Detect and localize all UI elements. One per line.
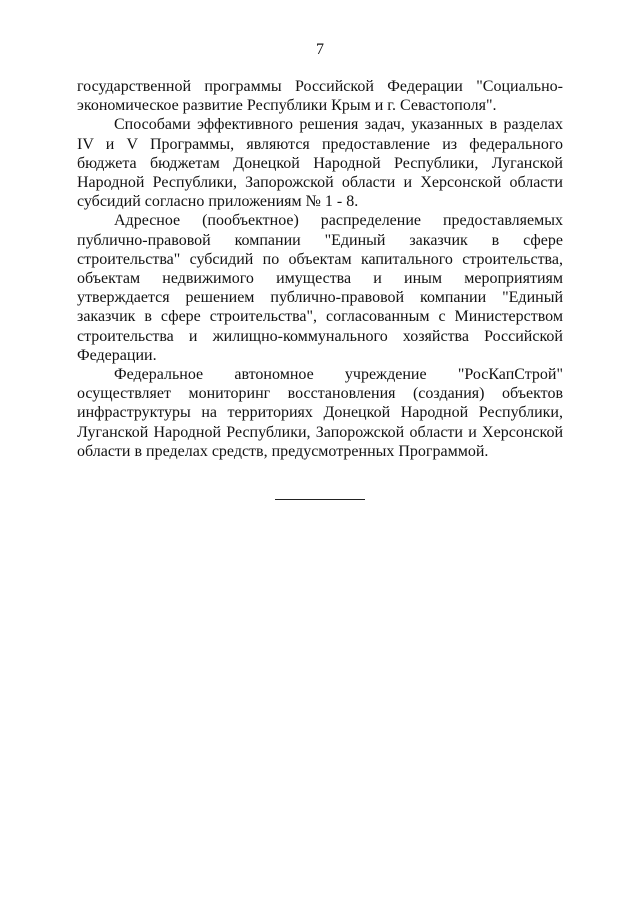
page-number: 7: [316, 41, 324, 58]
paragraph-address-distribution: Адресное (пообъектное) распределение предоставляемых публично-правовой компании "Единый заказчик в сфере строительства" субсидий по объектам капитального строительства, объектам недвижимого имущества и иным мероприятиям утверждается решением публично-правовой компании "Единый заказчик в сфере строительства", согласованным с Министерством строительства и жилищно-коммунального хозяйства Российской Федерации.: [77, 212, 563, 364]
paragraph-continuation: государственной программы Российской Федерации "Социально-экономическое развитие Республики Крым и г. Севастополя".: [77, 78, 563, 115]
paragraph-subsidy-methods: Способами эффективного решения задач, указанных в разделах IV и V Программы, являются предоставление из федерального бюджета бюджетам Донецкой Народной Республики, Луганской Народной Республики, Запорожской области и Херсонской области субсидий согласно приложениям № 1 - 8.: [77, 116, 563, 211]
end-of-text-rule: [275, 499, 365, 500]
paragraph-monitoring: Федеральное автономное учреждение "РосКапСтрой" осуществляет мониторинг восстановления (создания) объектов инфраструктуры на территориях Донецкой Народной Республики, Луганской Народной Республики, Запорожской области и Херсонской области в пределах средств, предусмотренных Программой.: [77, 366, 563, 460]
document-body: [77, 77, 563, 461]
